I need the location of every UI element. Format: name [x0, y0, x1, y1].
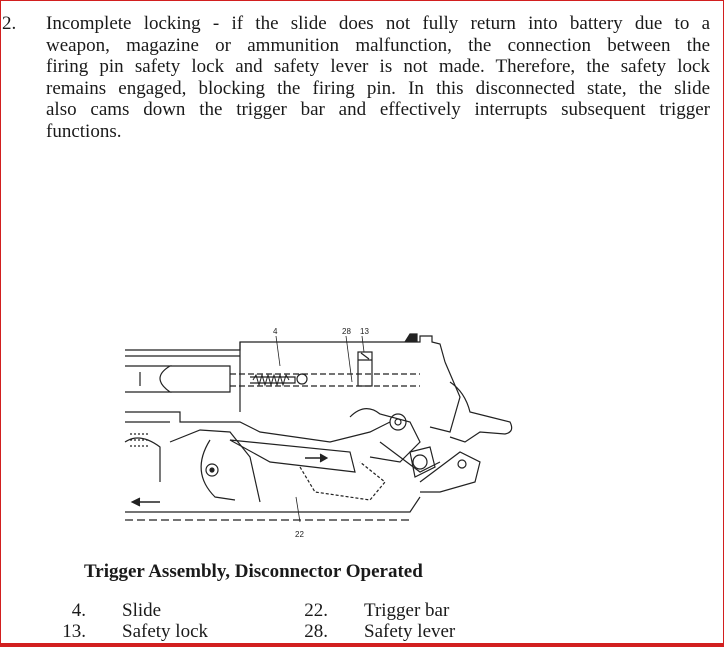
- trigger-assembly-diagram: [120, 322, 520, 550]
- legend-number: 22.: [304, 600, 328, 621]
- legend-number: 4.: [71, 600, 86, 621]
- callout-4: 4: [273, 327, 278, 336]
- paragraph-number: 2.: [2, 13, 17, 34]
- legend-label: Safety lock: [122, 621, 209, 642]
- legend-number: 13.: [62, 621, 86, 642]
- paragraph-line: weapon, magazine or ammunition malfunction, the connection between the: [46, 34, 710, 56]
- callout-22: 22: [295, 530, 304, 539]
- figure-caption: Trigger Assembly, Disconnector Operated: [84, 561, 423, 582]
- callout-13: 13: [360, 327, 369, 336]
- legend-label: Trigger bar: [364, 600, 450, 621]
- paragraph-text: [46, 13, 710, 143]
- paragraph-line: Incomplete locking - if the slide does not fully return into battery due to a: [46, 13, 710, 34]
- legend-label: Slide: [122, 600, 162, 621]
- paragraph-line: firing pin safety lock and safety lever is not made. Therefore, the safety lock: [46, 56, 710, 78]
- legend-label: Safety lever: [364, 621, 456, 642]
- legend-number: 28.: [304, 621, 328, 642]
- diagram-linework: [125, 334, 512, 522]
- paragraph-line: also cams down the trigger bar and effectively interrupts subsequent trigger: [46, 99, 710, 121]
- paragraph-line: remains engaged, blocking the firing pin. In this disconnected state, the slide: [46, 77, 710, 99]
- callout-28: 28: [342, 327, 351, 336]
- bottom-border: [0, 643, 724, 647]
- paragraph-line: functions.: [46, 120, 122, 142]
